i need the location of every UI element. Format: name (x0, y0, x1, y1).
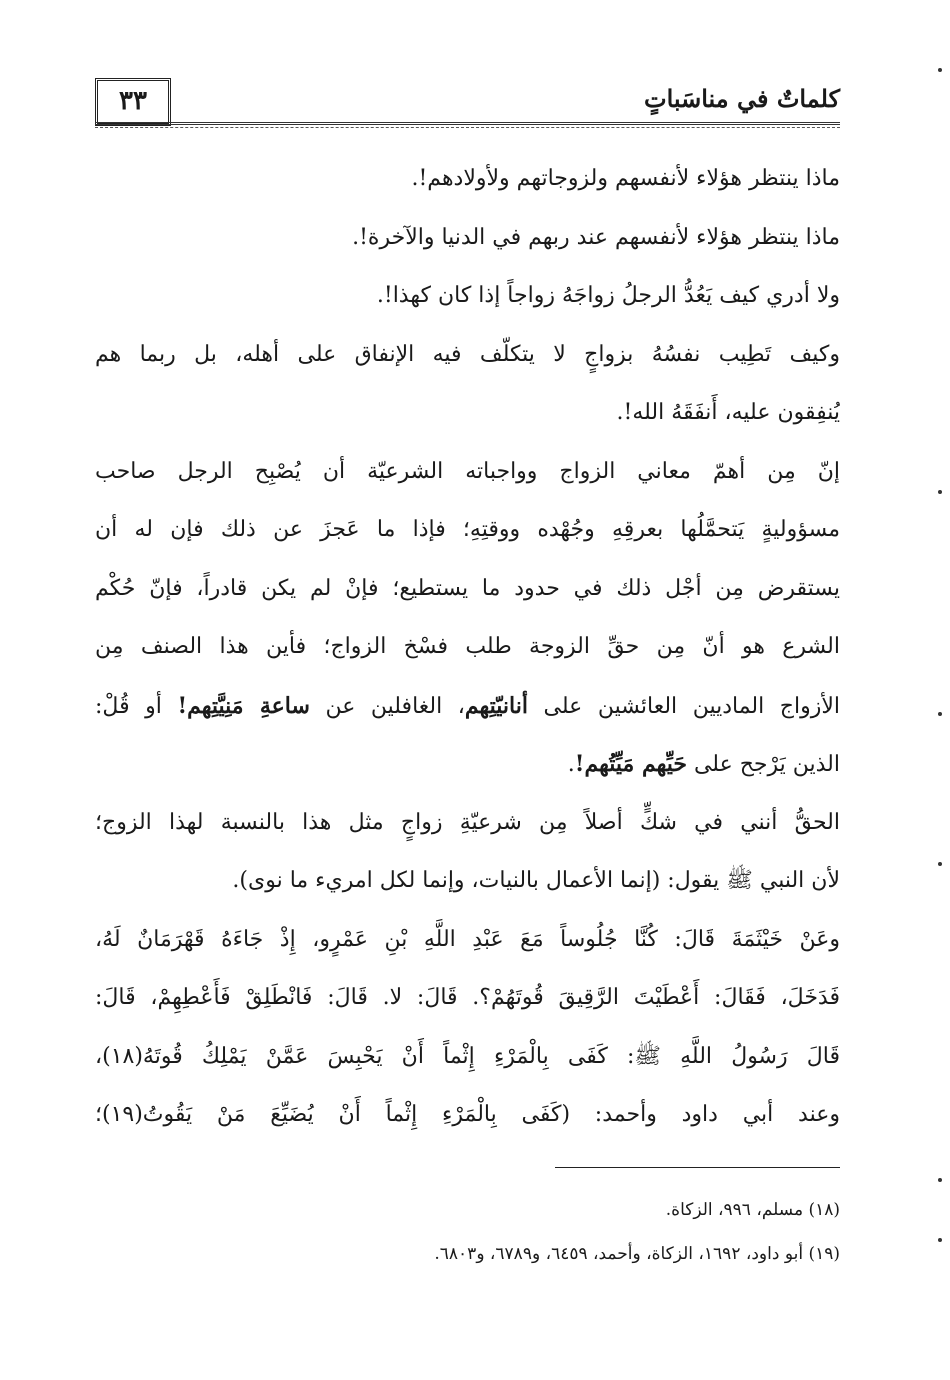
text-line: الشرع هو أنّ مِن حقِّ الزوجة طلب فسْخ الزواج؛ فأين هذا الصنف مِن (95, 634, 840, 659)
body-text (95, 150, 840, 1145)
bold-phrase: حَيِّهم مَيِّتُهم! (574, 751, 687, 777)
text-line: وعند أبي داود وأحمد: (كَفَى بِالْمَرْءِ إِثْماً أَنْ يُضَيِّعَ مَنْ يَقُوتُ(١٩)؛ (95, 1102, 840, 1127)
footnote-separator (555, 1167, 840, 1168)
text-line: وعَنْ خَيْثَمَةَ قَالَ: كُنَّا جُلُوساً مَعَ عَبْدِ اللَّهِ بْنِ عَمْرٍو، إِذْ جَاءَهُ قَهْرَمَانٌ لَهُ، (95, 926, 840, 952)
text-line-with-bold (95, 735, 840, 794)
text-line: ولا أدري كيف يَعُدُّ الرجلُ زواجَهُ زواجاً إذا كان كهذا!. (376, 283, 840, 308)
text-line: الحقُّ أنني في شكٍّ أصلاً مِن شرعيّةِ زواجٍ مثل هذا بالنسبة لهذا الزوج؛ (95, 809, 840, 835)
scan-mark (938, 68, 942, 72)
text-segment: أو قُلْ: (95, 693, 178, 719)
text-line: يستقرض مِن أجْل ذلك في حدود ما يستطيع؛ فإنْ لم يكن قادراً، فإنّ حُكْم (95, 575, 840, 601)
text-line: مسؤوليةٍ يَتحمَّلُها بعرقِهِ وجُهْده ووقتِهِ؛ فإذا ما عَجزَ عن ذلك فإن له أن (95, 517, 840, 542)
page-header (95, 78, 840, 128)
text-line: وكيف تَطِيب نفسُهُ بزواجٍ لا يتكلّف فيه الإنفاق على أهله، بل ربما هم (95, 341, 840, 367)
text-segment: الذين يَرْجح على (686, 752, 840, 777)
scan-mark (938, 862, 942, 866)
scan-mark (938, 1238, 942, 1242)
footnote: (١٩) أبو داود، ١٦٩٢، الزكاة، وأحمد، ٦٤٥٩، و٦٧٨٩، و٦٨٠٣. (434, 1244, 840, 1264)
scan-mark (938, 712, 942, 716)
scan-mark (938, 1178, 942, 1182)
text-segment: الأزواج الماديين العائشين على (528, 693, 840, 719)
scan-mark (938, 490, 942, 494)
footnote: (١٨) مسلم، ٩٩٦، الزكاة. (665, 1200, 840, 1220)
text-line-with-bold (95, 677, 840, 736)
text-line: قَالَ رَسُولُ اللَّهِ ﷺ: كَفَى بِالْمَرْءِ إِثْماً أَنْ يَحْبِسَ عَمَّنْ يَمْلِكُ قُوتَهُ(١٨)، (95, 1043, 840, 1069)
bold-phrase: ساعةِ مَنِيَّتِهم! (177, 692, 310, 719)
header-rule (95, 122, 840, 125)
text-segment: ، الغافلين عن (309, 693, 465, 719)
text-line: إنّ مِن أهمّ معاني الزواج وواجباته الشرعيّة أن يُصْبِح الرجل صاحب (95, 458, 840, 484)
text-line: ماذا ينتظر هؤلاء لأنفسهم ولزوجاتهم ولأولادهم!. (411, 166, 840, 191)
page-number: ٣٣ (95, 78, 171, 126)
text-segment: . (567, 752, 575, 777)
text-line: ماذا ينتظر هؤلاء لأنفسهم عند ربهم في الدنيا والآخرة!. (352, 224, 840, 250)
bold-phrase: أنانيّتِهم (464, 692, 528, 719)
text-line: يُنفِقون عليه، أَنفَقَهُ الله!. (616, 400, 840, 425)
running-title: كلماتٌ في مناسَباتٍ (643, 84, 840, 113)
text-line: فَدَخَلَ، فَقَالَ: أَعْطَيْتَ الرَّقِيقَ قُوتَهُمْ؟. قَالَ: لا. قَالَ: فَانْطَلِقْ فَأَعْطِهِمْ، قَالَ: (95, 985, 840, 1010)
header-rule-dashed (95, 127, 840, 128)
footnotes (95, 1188, 840, 1276)
text-line: لأن النبي ﷺ يقول: (إنما الأعمال بالنيات، وإنما لكل امريء ما نوى). (232, 868, 840, 893)
